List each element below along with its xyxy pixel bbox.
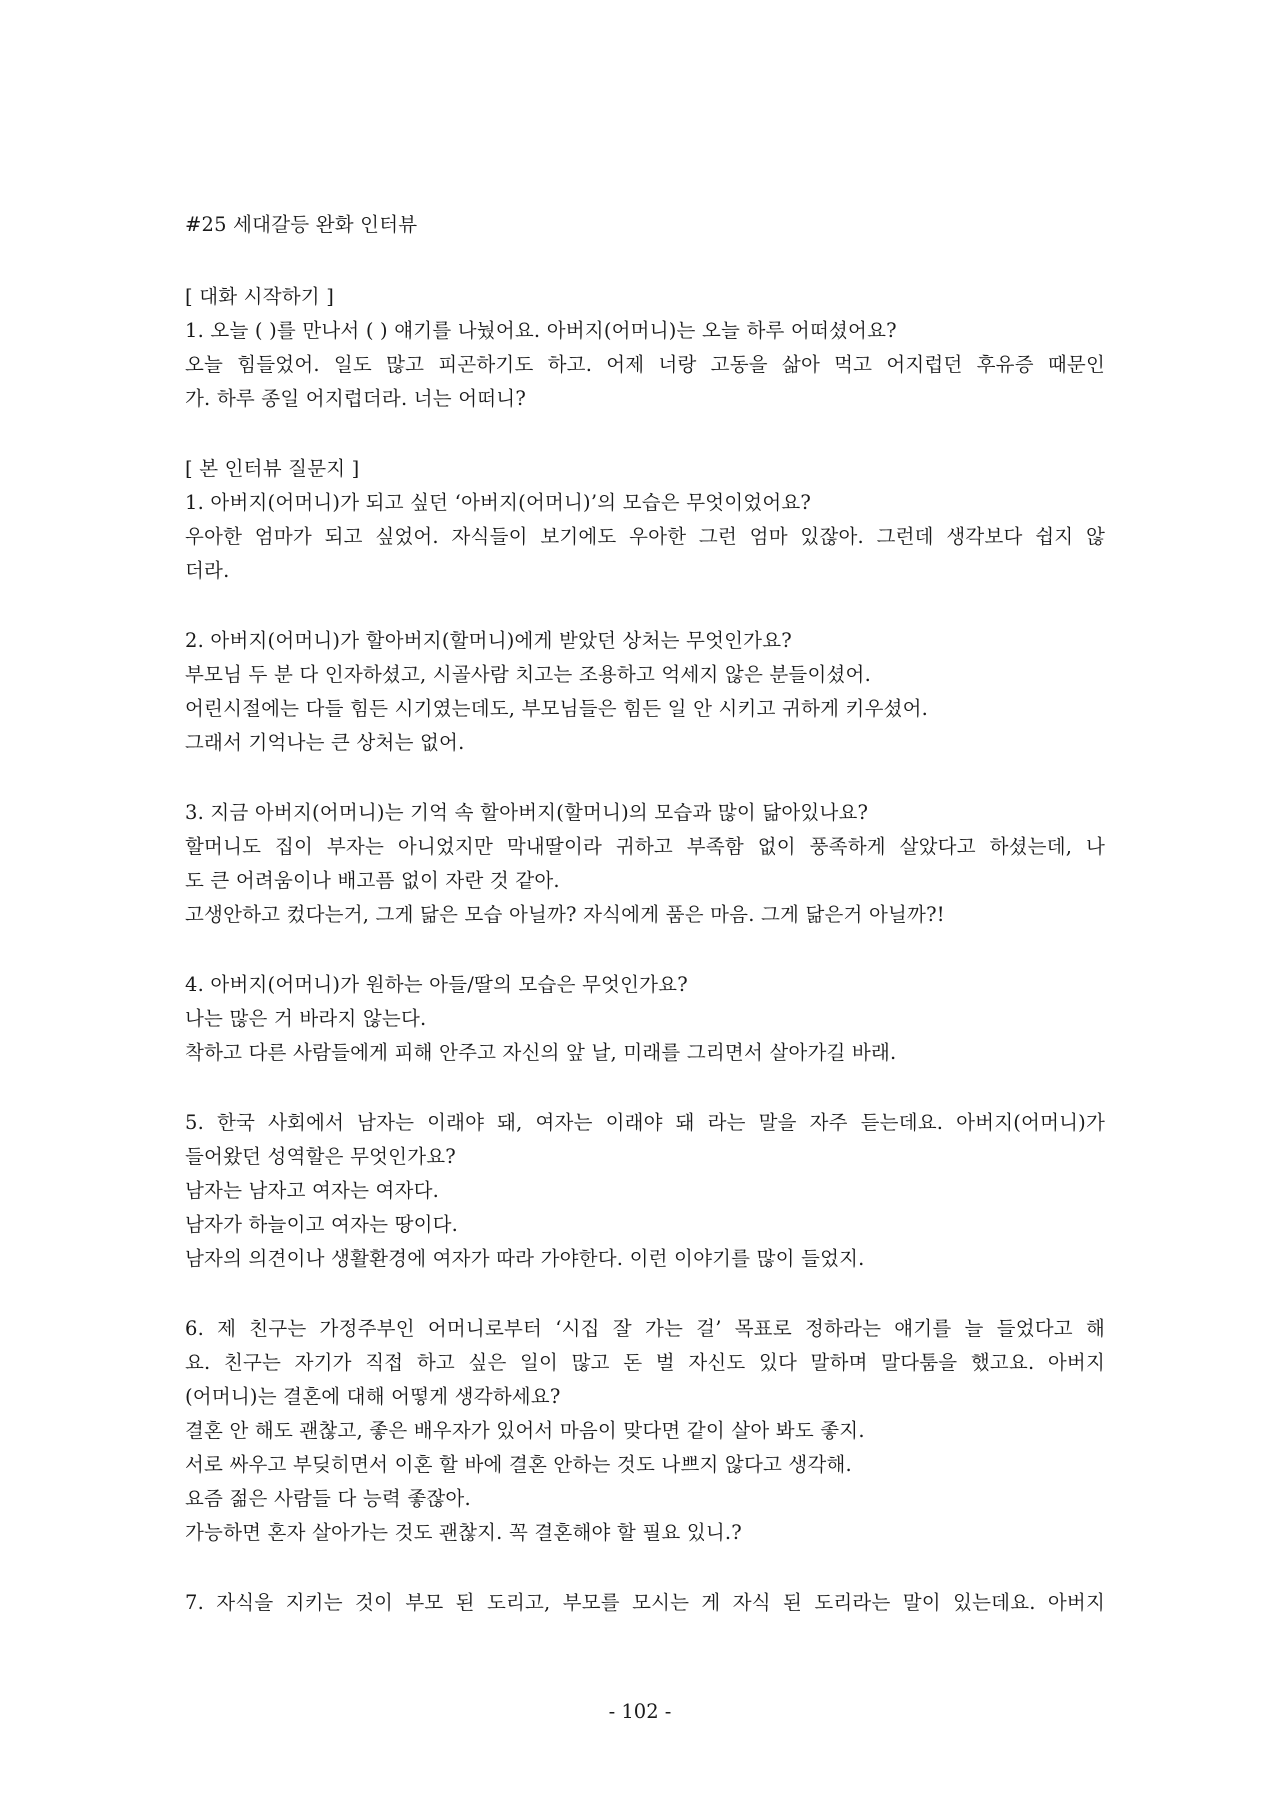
answer-2-line-1: 부모님 두 분 다 인자하셨고, 시골사람 치고는 조용하고 억세지 않은 분들이셨어. <box>185 663 871 686</box>
question-6-line-2: 요. 친구는 자기가 직접 하고 싶은 일이 많고 돈 벌 자신도 있다 말하며 말다툼을 했고요. 아버지 <box>185 1351 1105 1374</box>
page-number: - 102 - <box>608 1700 672 1723</box>
answer-3-line-1: 할머니도 집이 부자는 아니었지만 막내딸이라 귀하고 부족함 없이 풍족하게 살았다고 하셨는데, 나 <box>185 835 1105 858</box>
question-5-line-1: 5. 한국 사회에서 남자는 이래야 돼, 여자는 이래야 돼 라는 말을 자주 듣는데요. 아버지(어머니)가 <box>185 1111 1105 1134</box>
answer-5-line-2: 남자가 하늘이고 여자는 땅이다. <box>185 1213 459 1236</box>
question-6-line-3: (어머니)는 결혼에 대해 어떻게 생각하세요? <box>185 1385 561 1408</box>
answer-6-line-1: 결혼 안 해도 괜찮고, 좋은 배우자가 있어서 마음이 맞다면 같이 살아 봐도 좋지. <box>185 1419 865 1442</box>
answer-6-line-3: 요즘 젊은 사람들 다 능력 좋잖아. <box>185 1487 471 1510</box>
question-2: 2. 아버지(어머니)가 할아버지(할머니)에게 받았던 상처는 무엇인가요? <box>185 629 792 652</box>
answer-6-line-4: 가능하면 혼자 살아가는 것도 괜찮지. 꼭 결혼해야 할 필요 있니.? <box>185 1521 742 1544</box>
question-3: 3. 지금 아버지(어머니)는 기억 속 할아버지(할머니)의 모습과 많이 닮아있나요? <box>185 801 869 824</box>
answer-1-line-2: 더라. <box>185 559 230 582</box>
answer-3-line-2: 도 큰 어려움이나 배고픔 없이 자란 것 같아. <box>185 869 560 892</box>
main-heading: [ 본 인터뷰 질문지 ] <box>185 457 360 480</box>
intro-answer-1-line-2: 가. 하루 종일 어지럽더라. 너는 어떠니? <box>185 387 526 410</box>
answer-5-line-3: 남자의 의견이나 생활환경에 여자가 따라 가야한다. 이런 이야기를 많이 들었지. <box>185 1247 865 1270</box>
question-6-line-1: 6. 제 친구는 가정주부인 어머니로부터 ‘시집 잘 가는 걸’ 목표로 정하라는 얘기를 늘 들었다고 해 <box>185 1317 1105 1340</box>
answer-3-line-3: 고생안하고 컸다는거, 그게 닮은 모습 아닐까? 자식에게 품은 마음. 그게 닮은거 아닐까?! <box>185 903 945 926</box>
answer-2-line-2: 어린시절에는 다들 힘든 시기였는데도, 부모님들은 힘든 일 안 시키고 귀하게 키우셨어. <box>185 697 929 720</box>
intro-question-1: 1. 오늘 ( )를 만나서 ( ) 얘기를 나눴어요. 아버지(어머니)는 오늘 하루 어떠셨어요? <box>185 319 897 342</box>
answer-1-line-1: 우아한 엄마가 되고 싶었어. 자식들이 보기에도 우아한 그런 엄마 있잖아. 그런데 생각보다 쉽지 않 <box>185 525 1105 548</box>
intro-answer-1-line-1: 오늘 힘들었어. 일도 많고 피곤하기도 하고. 어제 너랑 고동을 삶아 먹고 어지럽던 후유증 때문인 <box>185 353 1105 376</box>
answer-2-line-3: 그래서 기억나는 큰 상처는 없어. <box>185 731 465 754</box>
answer-4-line-2: 착하고 다른 사람들에게 피해 안주고 자신의 앞 날, 미래를 그리면서 살아가길 바래. <box>185 1041 897 1064</box>
intro-heading: [ 대화 시작하기 ] <box>185 285 335 308</box>
question-4: 4. 아버지(어머니)가 원하는 아들/딸의 모습은 무엇인가요? <box>185 973 688 996</box>
answer-5-line-1: 남자는 남자고 여자는 여자다. <box>185 1179 440 1202</box>
answer-6-line-2: 서로 싸우고 부딪히면서 이혼 할 바에 결혼 안하는 것도 나쁘지 않다고 생각해. <box>185 1453 852 1476</box>
question-5-line-2: 들어왔던 성역할은 무엇인가요? <box>185 1145 456 1168</box>
answer-4-line-1: 나는 많은 거 바라지 않는다. <box>185 1007 427 1030</box>
question-1: 1. 아버지(어머니)가 되고 싶던 ‘아버지(어머니)’의 모습은 무엇이었어요? <box>185 491 812 514</box>
page-title: #25 세대갈등 완화 인터뷰 <box>185 213 418 236</box>
question-7-line-1: 7. 자식을 지키는 것이 부모 된 도리고, 부모를 모시는 게 자식 된 도리라는 말이 있는데요. 아버지 <box>185 1591 1105 1614</box>
